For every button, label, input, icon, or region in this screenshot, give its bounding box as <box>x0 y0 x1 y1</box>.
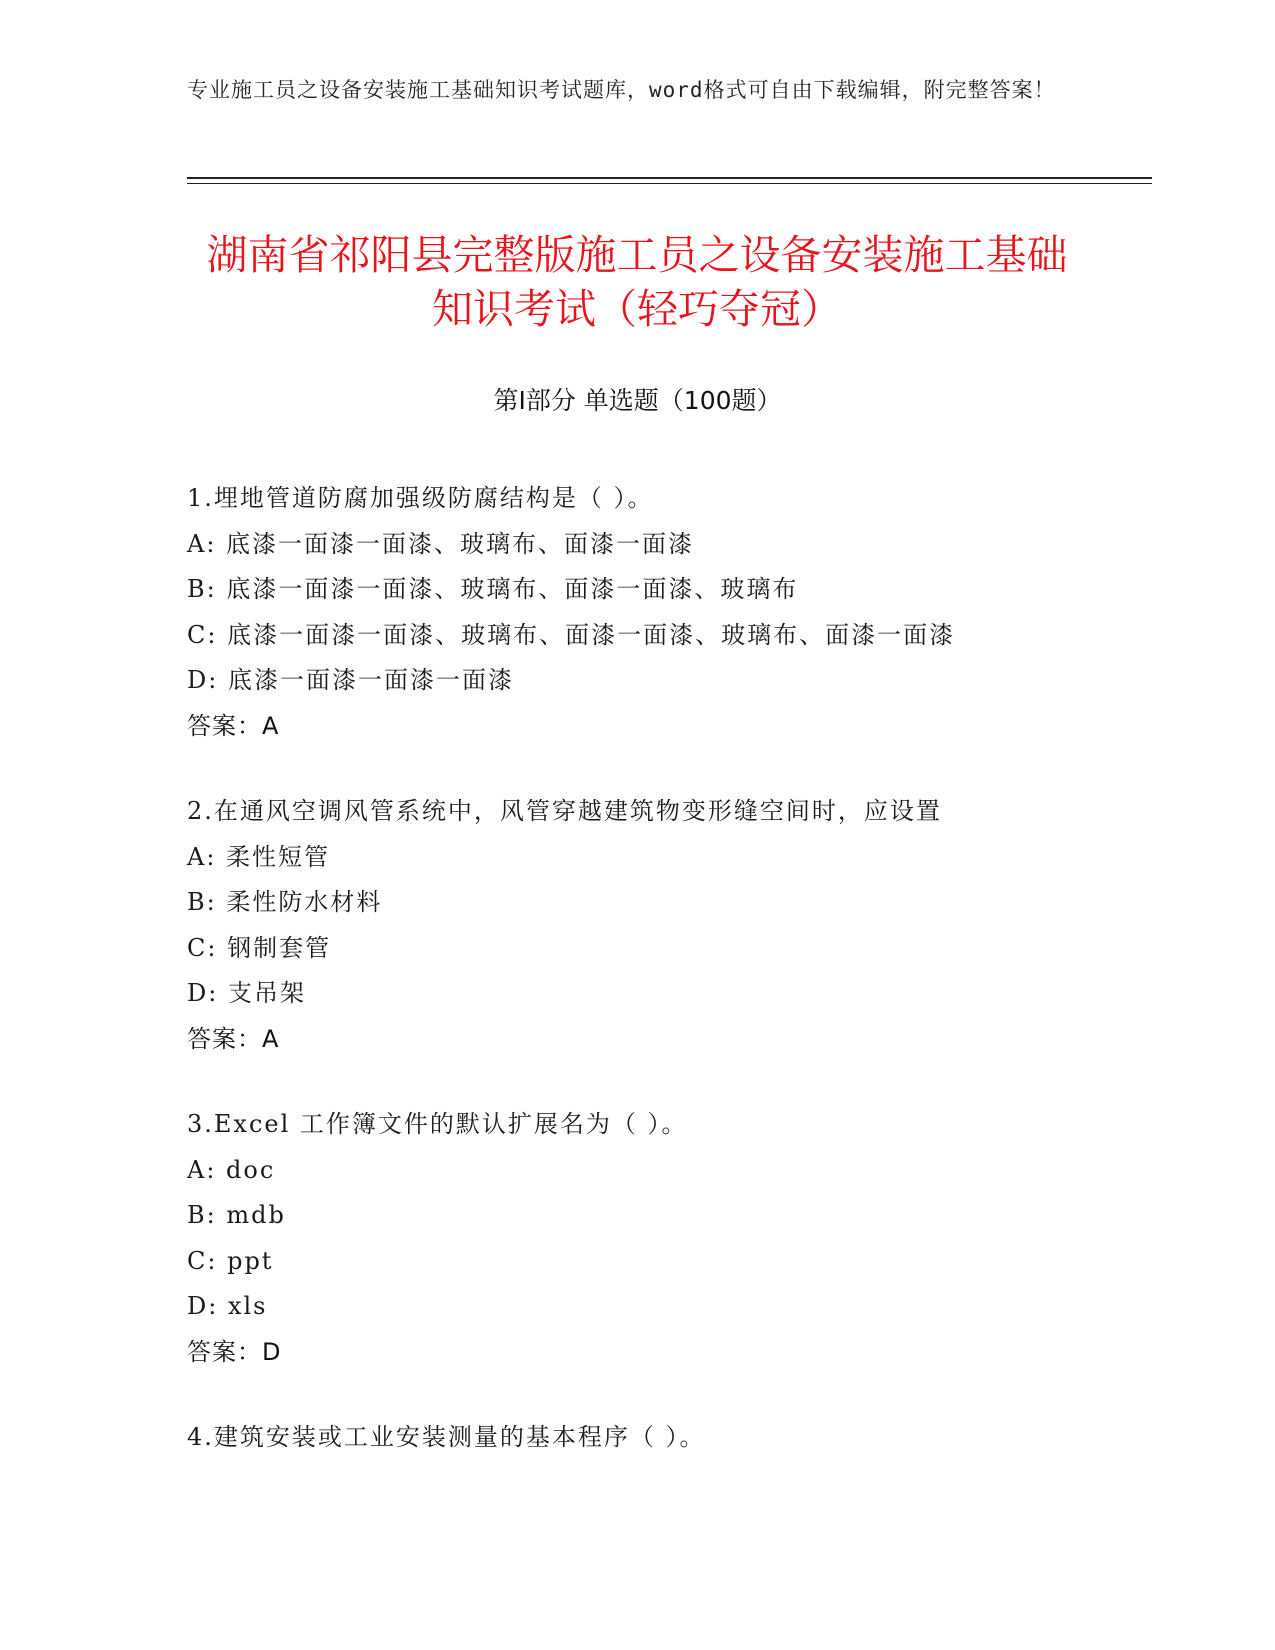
header-note: 专业施工员之设备安装施工基础知识考试题库，word格式可自由下载编辑，附完整答案！ <box>187 78 1056 102</box>
option-a: A: 底漆一面漆一面漆、玻璃布、面漆一面漆 <box>187 529 695 558</box>
question-stem: 4.建筑安装或工业安装测量的基本程序（ ）。 <box>187 1423 706 1451</box>
option-a: A: 柔性短管 <box>187 842 331 871</box>
option-c: C: 钢制套管 <box>187 933 332 962</box>
option-c: C: ppt <box>187 1246 274 1275</box>
option-d: D: 底漆一面漆一面漆一面漆 <box>187 666 514 694</box>
question-stem: 2.在通风空调风管系统中，风管穿越建筑物变形缝空间时，应设置 <box>187 797 942 825</box>
question-3 <box>187 1102 1147 1375</box>
header-divider-thin <box>187 183 1152 184</box>
question-stem: 1.埋地管道防腐加强级防腐结构是（ ）。 <box>187 484 654 512</box>
option-b: B: 底漆一面漆一面漆、玻璃布、面漆一面漆、玻璃布 <box>187 575 799 603</box>
document-title: 湖南省祁阳县完整版施工员之设备安装施工基础知识考试（轻巧夺冠） <box>206 231 1068 333</box>
option-b: B: 柔性防水材料 <box>187 888 383 916</box>
option-a: A: doc <box>187 1155 276 1184</box>
question-list <box>187 476 1147 1501</box>
question-4 <box>187 1415 1147 1461</box>
option-d: D: xls <box>187 1292 268 1320</box>
section-title: 第Ⅰ部分 单选题（100题） <box>493 386 782 415</box>
option-b: B: mdb <box>187 1201 286 1229</box>
option-c: C: 底漆一面漆一面漆、玻璃布、面漆一面漆、玻璃布、面漆一面漆 <box>187 620 956 649</box>
answer: 答案：A <box>187 711 280 740</box>
answer: 答案：A <box>187 1024 280 1053</box>
answer: 答案：D <box>187 1337 282 1366</box>
question-1 <box>187 476 1147 749</box>
question-2 <box>187 789 1147 1062</box>
header-divider-thick <box>187 177 1152 179</box>
option-d: D: 支吊架 <box>187 979 306 1007</box>
question-stem: 3.Excel 工作簿文件的默认扩展名为（ ）。 <box>187 1110 688 1138</box>
